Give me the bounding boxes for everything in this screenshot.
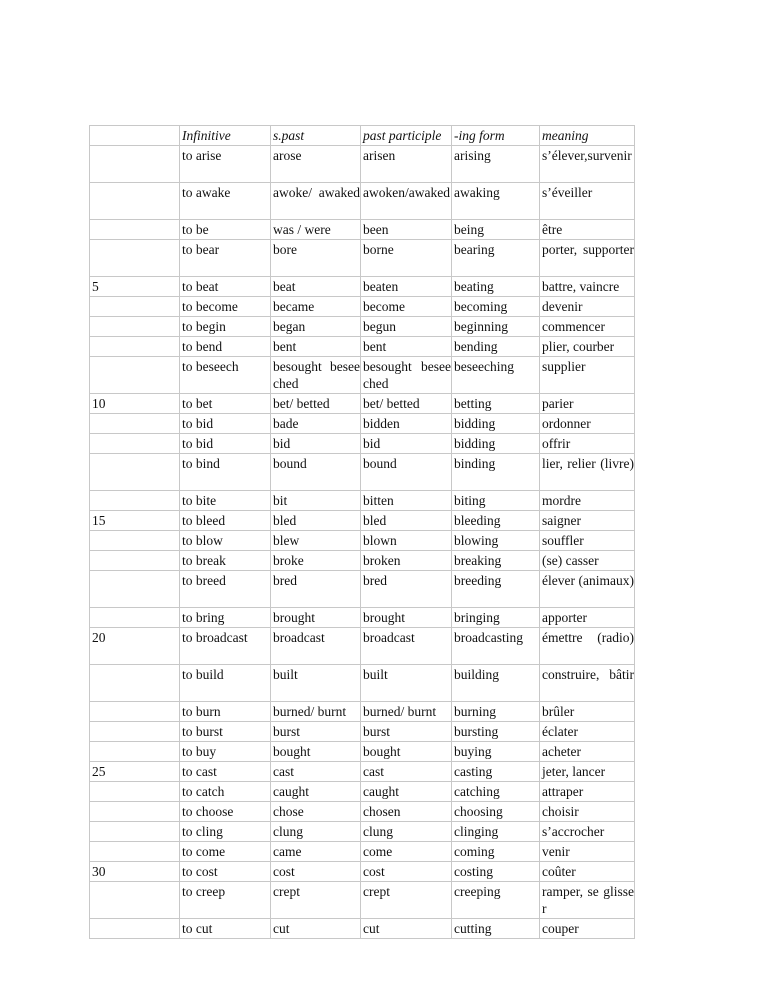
past-participle-cell: bred	[361, 571, 452, 608]
simple-past-cell: cut	[271, 919, 361, 939]
simple-past-cell: bent	[271, 337, 361, 357]
ing-form-cell: breaking	[452, 551, 540, 571]
table-row	[90, 608, 635, 628]
row-number-cell	[90, 822, 180, 842]
table-row	[90, 665, 635, 702]
header-cell-simple-past: s.past	[271, 126, 361, 146]
ing-form-cell: breeding	[452, 571, 540, 608]
ing-form-cell: catching	[452, 782, 540, 802]
table-row	[90, 531, 635, 551]
row-number-cell	[90, 183, 180, 220]
past-participle-cell: broadcast	[361, 628, 452, 665]
meaning-cell: s’élever,survenir	[540, 146, 635, 183]
ing-form-cell: bringing	[452, 608, 540, 628]
past-participle-cell: cost	[361, 862, 452, 882]
past-participle-cell: crept	[361, 882, 452, 919]
meaning-cell: lier, relier (livre)	[540, 454, 635, 491]
past-participle-cell: become	[361, 297, 452, 317]
simple-past-cell: awoke/ awaked	[271, 183, 361, 220]
infinitive-cell: to burn	[180, 702, 271, 722]
past-participle-cell: chosen	[361, 802, 452, 822]
row-number-cell	[90, 434, 180, 454]
row-number-cell	[90, 531, 180, 551]
infinitive-cell: to bet	[180, 394, 271, 414]
simple-past-cell: bore	[271, 240, 361, 277]
infinitive-cell: to bleed	[180, 511, 271, 531]
simple-past-cell: was / were	[271, 220, 361, 240]
simple-past-cell: bought	[271, 742, 361, 762]
table-row	[90, 317, 635, 337]
table-row	[90, 742, 635, 762]
table-row	[90, 511, 635, 531]
meaning-cell: offrir	[540, 434, 635, 454]
infinitive-cell: to bring	[180, 608, 271, 628]
ing-form-cell: casting	[452, 762, 540, 782]
table-row	[90, 394, 635, 414]
past-participle-cell: arisen	[361, 146, 452, 183]
infinitive-cell: to buy	[180, 742, 271, 762]
ing-form-cell: beginning	[452, 317, 540, 337]
past-participle-cell: clung	[361, 822, 452, 842]
row-number-cell	[90, 220, 180, 240]
ing-form-cell: coming	[452, 842, 540, 862]
infinitive-cell: to cut	[180, 919, 271, 939]
table-row	[90, 297, 635, 317]
past-participle-cell: borne	[361, 240, 452, 277]
past-participle-cell: cut	[361, 919, 452, 939]
infinitive-cell: to be	[180, 220, 271, 240]
table-row	[90, 183, 635, 220]
header-cell-number	[90, 126, 180, 146]
meaning-cell: ordonner	[540, 414, 635, 434]
row-number-cell	[90, 337, 180, 357]
ing-form-cell: becoming	[452, 297, 540, 317]
meaning-cell: coûter	[540, 862, 635, 882]
table-row	[90, 434, 635, 454]
ing-form-cell: arising	[452, 146, 540, 183]
meaning-cell: être	[540, 220, 635, 240]
past-participle-cell: come	[361, 842, 452, 862]
ing-form-cell: bearing	[452, 240, 540, 277]
ing-form-cell: costing	[452, 862, 540, 882]
meaning-cell: porter, supporter	[540, 240, 635, 277]
meaning-cell: jeter, lancer	[540, 762, 635, 782]
past-participle-cell: bought	[361, 742, 452, 762]
meaning-cell: apporter	[540, 608, 635, 628]
past-participle-cell: built	[361, 665, 452, 702]
ing-form-cell: burning	[452, 702, 540, 722]
header-cell-infinitive: Infinitive	[180, 126, 271, 146]
past-participle-cell: bled	[361, 511, 452, 531]
simple-past-cell: blew	[271, 531, 361, 551]
row-number-cell	[90, 919, 180, 939]
irregular-verbs-table	[89, 125, 635, 939]
table-row	[90, 842, 635, 862]
simple-past-cell: burned/ burnt	[271, 702, 361, 722]
infinitive-cell: to cast	[180, 762, 271, 782]
past-participle-cell: bitten	[361, 491, 452, 511]
ing-form-cell: betting	[452, 394, 540, 414]
ing-form-cell: choosing	[452, 802, 540, 822]
row-number-cell	[90, 551, 180, 571]
simple-past-cell: brought	[271, 608, 361, 628]
meaning-cell: plier, courber	[540, 337, 635, 357]
row-number-cell	[90, 608, 180, 628]
header-row	[90, 126, 635, 146]
row-number-cell	[90, 146, 180, 183]
simple-past-cell: arose	[271, 146, 361, 183]
table-row	[90, 919, 635, 939]
simple-past-cell: bit	[271, 491, 361, 511]
infinitive-cell: to arise	[180, 146, 271, 183]
past-participle-cell: cast	[361, 762, 452, 782]
ing-form-cell: broadcasting	[452, 628, 540, 665]
table-body	[90, 126, 635, 939]
table-row	[90, 277, 635, 297]
ing-form-cell: creeping	[452, 882, 540, 919]
header-cell-ing-form: -ing form	[452, 126, 540, 146]
meaning-cell: souffler	[540, 531, 635, 551]
simple-past-cell: chose	[271, 802, 361, 822]
infinitive-cell: to bid	[180, 414, 271, 434]
meaning-cell: ramper, se glisser	[540, 882, 635, 919]
past-participle-cell: awoken/awaked	[361, 183, 452, 220]
simple-past-cell: built	[271, 665, 361, 702]
past-participle-cell: broken	[361, 551, 452, 571]
table-row	[90, 240, 635, 277]
simple-past-cell: cost	[271, 862, 361, 882]
meaning-cell: choisir	[540, 802, 635, 822]
ing-form-cell: bending	[452, 337, 540, 357]
infinitive-cell: to come	[180, 842, 271, 862]
past-participle-cell: begun	[361, 317, 452, 337]
table-row	[90, 357, 635, 394]
table-row	[90, 862, 635, 882]
meaning-cell: supplier	[540, 357, 635, 394]
simple-past-cell: bred	[271, 571, 361, 608]
past-participle-cell: beaten	[361, 277, 452, 297]
ing-form-cell: blowing	[452, 531, 540, 551]
row-number-cell: 25	[90, 762, 180, 782]
meaning-cell: s’accrocher	[540, 822, 635, 842]
past-participle-cell: bound	[361, 454, 452, 491]
meaning-cell: brûler	[540, 702, 635, 722]
simple-past-cell: bound	[271, 454, 361, 491]
table-row	[90, 337, 635, 357]
table-row	[90, 628, 635, 665]
past-participle-cell: been	[361, 220, 452, 240]
table-row	[90, 146, 635, 183]
infinitive-cell: to bind	[180, 454, 271, 491]
row-number-cell: 30	[90, 862, 180, 882]
simple-past-cell: caught	[271, 782, 361, 802]
past-participle-cell: bid	[361, 434, 452, 454]
meaning-cell: acheter	[540, 742, 635, 762]
infinitive-cell: to build	[180, 665, 271, 702]
ing-form-cell: beating	[452, 277, 540, 297]
table-row	[90, 802, 635, 822]
simple-past-cell: came	[271, 842, 361, 862]
ing-form-cell: cutting	[452, 919, 540, 939]
infinitive-cell: to creep	[180, 882, 271, 919]
past-participle-cell: bidden	[361, 414, 452, 434]
meaning-cell: commencer	[540, 317, 635, 337]
infinitive-cell: to bear	[180, 240, 271, 277]
past-participle-cell: blown	[361, 531, 452, 551]
ing-form-cell: bidding	[452, 414, 540, 434]
meaning-cell: construire, bâtir	[540, 665, 635, 702]
infinitive-cell: to beseech	[180, 357, 271, 394]
simple-past-cell: broadcast	[271, 628, 361, 665]
infinitive-cell: to blow	[180, 531, 271, 551]
header-cell-past-participle: past participle	[361, 126, 452, 146]
row-number-cell: 20	[90, 628, 180, 665]
row-number-cell	[90, 414, 180, 434]
past-participle-cell: burst	[361, 722, 452, 742]
meaning-cell: s’éveiller	[540, 183, 635, 220]
ing-form-cell: bursting	[452, 722, 540, 742]
table-row	[90, 762, 635, 782]
past-participle-cell: caught	[361, 782, 452, 802]
infinitive-cell: to catch	[180, 782, 271, 802]
table-row	[90, 551, 635, 571]
row-number-cell	[90, 702, 180, 722]
ing-form-cell: beseeching	[452, 357, 540, 394]
simple-past-cell: broke	[271, 551, 361, 571]
row-number-cell	[90, 742, 180, 762]
row-number-cell	[90, 882, 180, 919]
simple-past-cell: clung	[271, 822, 361, 842]
meaning-cell: saigner	[540, 511, 635, 531]
meaning-cell: (se) casser	[540, 551, 635, 571]
meaning-cell: élever (animaux)	[540, 571, 635, 608]
ing-form-cell: bleeding	[452, 511, 540, 531]
row-number-cell	[90, 317, 180, 337]
infinitive-cell: to break	[180, 551, 271, 571]
row-number-cell	[90, 802, 180, 822]
infinitive-cell: to bid	[180, 434, 271, 454]
meaning-cell: émettre (radio)	[540, 628, 635, 665]
infinitive-cell: to bite	[180, 491, 271, 511]
simple-past-cell: bled	[271, 511, 361, 531]
simple-past-cell: beat	[271, 277, 361, 297]
row-number-cell	[90, 491, 180, 511]
meaning-cell: venir	[540, 842, 635, 862]
infinitive-cell: to bend	[180, 337, 271, 357]
past-participle-cell: brought	[361, 608, 452, 628]
past-participle-cell: besought beseeched	[361, 357, 452, 394]
row-number-cell	[90, 842, 180, 862]
table-row	[90, 722, 635, 742]
row-number-cell	[90, 357, 180, 394]
simple-past-cell: cast	[271, 762, 361, 782]
infinitive-cell: to choose	[180, 802, 271, 822]
ing-form-cell: biting	[452, 491, 540, 511]
ing-form-cell: binding	[452, 454, 540, 491]
meaning-cell: attraper	[540, 782, 635, 802]
simple-past-cell: began	[271, 317, 361, 337]
infinitive-cell: to cling	[180, 822, 271, 842]
table-row	[90, 822, 635, 842]
row-number-cell: 5	[90, 277, 180, 297]
meaning-cell: mordre	[540, 491, 635, 511]
ing-form-cell: being	[452, 220, 540, 240]
table-row	[90, 702, 635, 722]
row-number-cell	[90, 665, 180, 702]
infinitive-cell: to cost	[180, 862, 271, 882]
meaning-cell: parier	[540, 394, 635, 414]
simple-past-cell: bade	[271, 414, 361, 434]
meaning-cell: couper	[540, 919, 635, 939]
row-number-cell	[90, 454, 180, 491]
infinitive-cell: to burst	[180, 722, 271, 742]
simple-past-cell: became	[271, 297, 361, 317]
meaning-cell: devenir	[540, 297, 635, 317]
table-row	[90, 220, 635, 240]
row-number-cell	[90, 722, 180, 742]
row-number-cell	[90, 571, 180, 608]
ing-form-cell: bidding	[452, 434, 540, 454]
past-participle-cell: bet/ betted	[361, 394, 452, 414]
infinitive-cell: to begin	[180, 317, 271, 337]
ing-form-cell: buying	[452, 742, 540, 762]
row-number-cell	[90, 782, 180, 802]
table-row	[90, 454, 635, 491]
ing-form-cell: awaking	[452, 183, 540, 220]
table-row	[90, 491, 635, 511]
simple-past-cell: bet/ betted	[271, 394, 361, 414]
meaning-cell: battre, vaincre	[540, 277, 635, 297]
ing-form-cell: clinging	[452, 822, 540, 842]
past-participle-cell: burned/ burnt	[361, 702, 452, 722]
table-row	[90, 882, 635, 919]
table-row	[90, 571, 635, 608]
simple-past-cell: crept	[271, 882, 361, 919]
header-cell-meaning: meaning	[540, 126, 635, 146]
row-number-cell	[90, 240, 180, 277]
infinitive-cell: to awake	[180, 183, 271, 220]
infinitive-cell: to breed	[180, 571, 271, 608]
table-row	[90, 414, 635, 434]
simple-past-cell: besought beseeched	[271, 357, 361, 394]
table-row	[90, 782, 635, 802]
past-participle-cell: bent	[361, 337, 452, 357]
row-number-cell: 10	[90, 394, 180, 414]
ing-form-cell: building	[452, 665, 540, 702]
simple-past-cell: burst	[271, 722, 361, 742]
simple-past-cell: bid	[271, 434, 361, 454]
meaning-cell: éclater	[540, 722, 635, 742]
infinitive-cell: to broadcast	[180, 628, 271, 665]
infinitive-cell: to beat	[180, 277, 271, 297]
row-number-cell: 15	[90, 511, 180, 531]
row-number-cell	[90, 297, 180, 317]
infinitive-cell: to become	[180, 297, 271, 317]
